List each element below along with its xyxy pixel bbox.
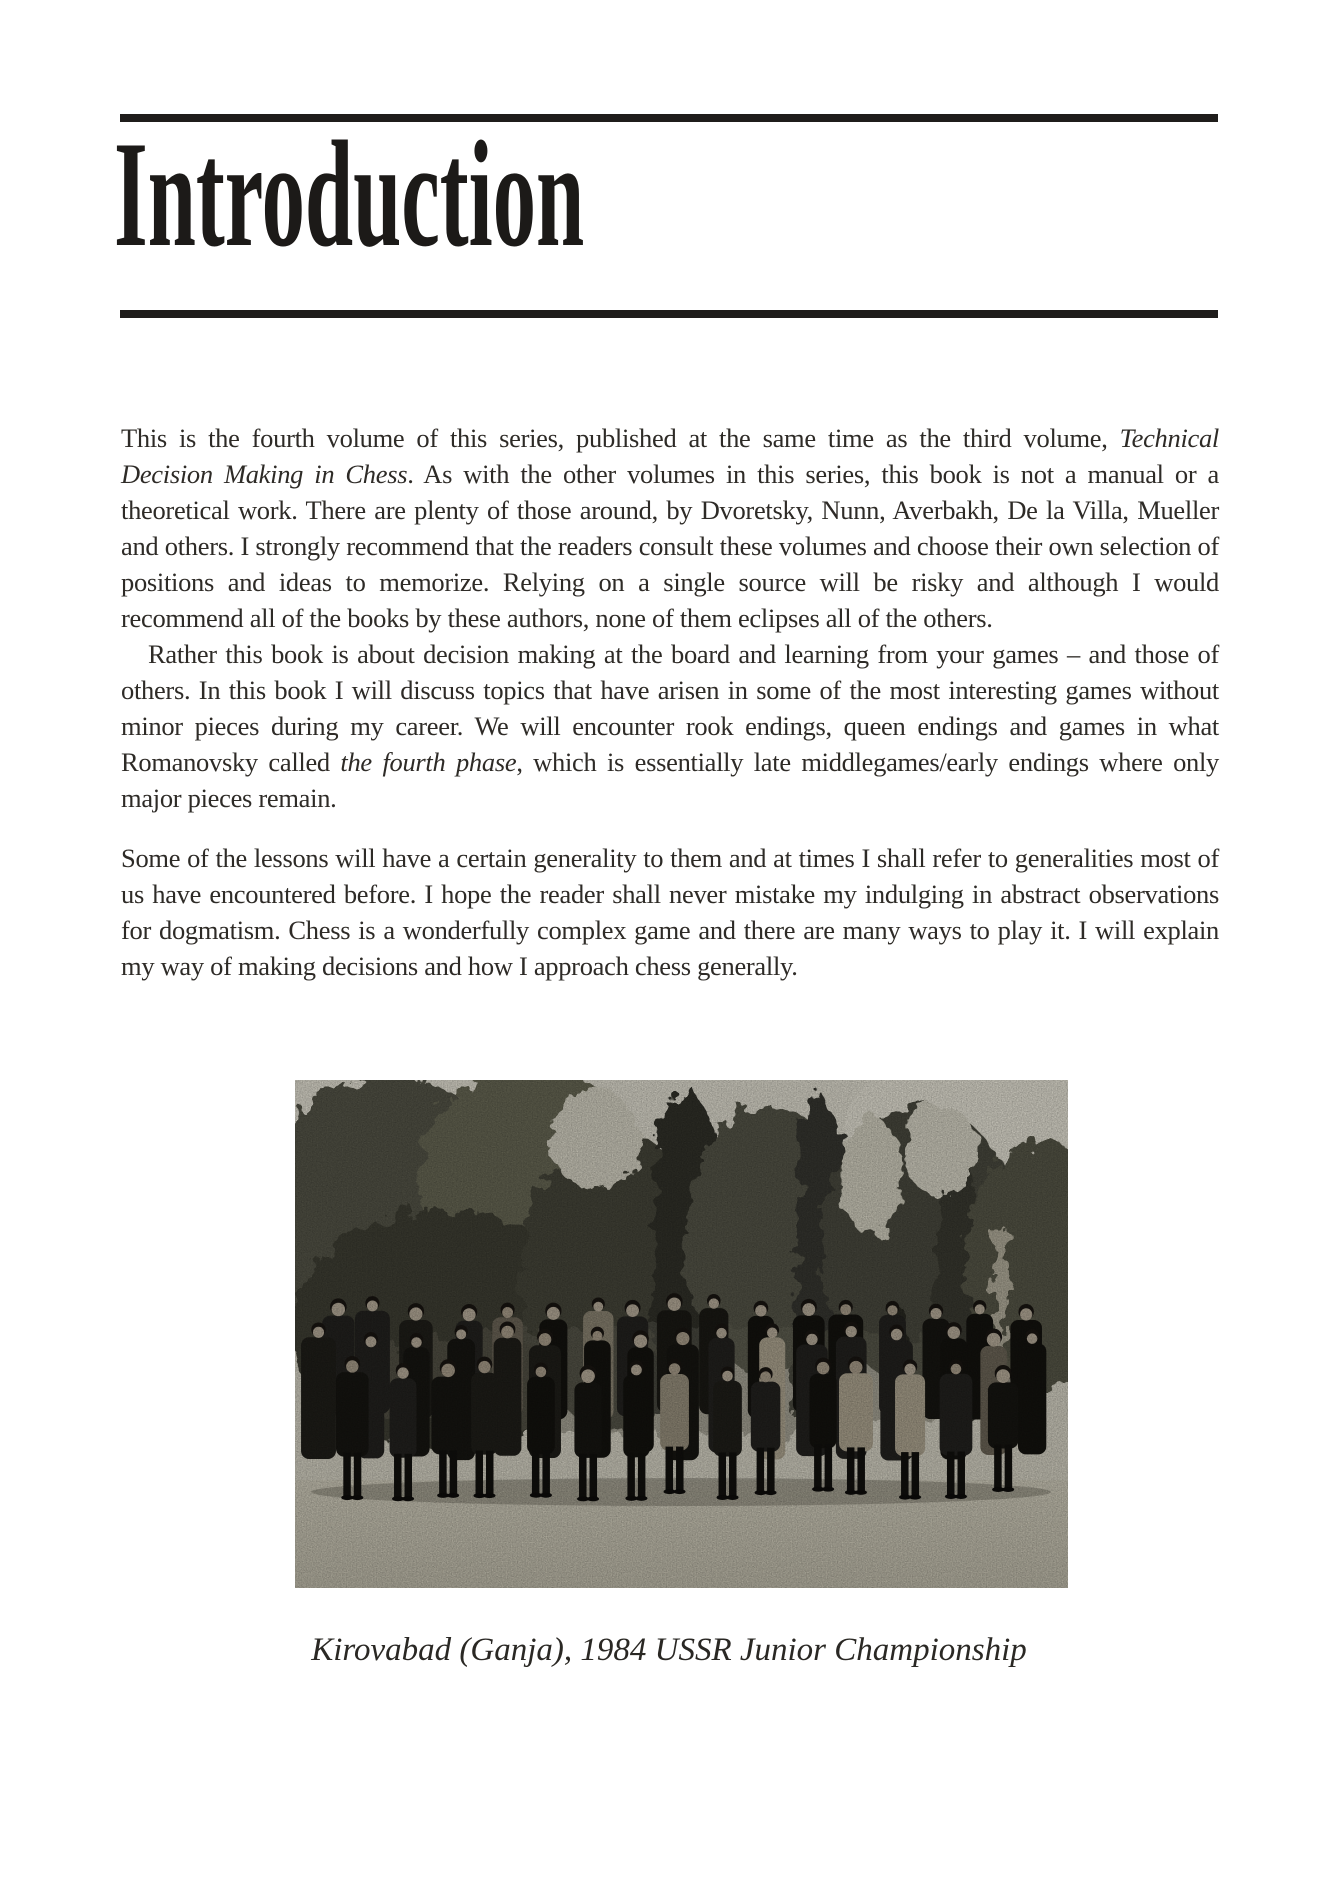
title-rule-bottom	[120, 310, 1218, 318]
body-paragraph: Some of the lessons will have a certain generality to them and at times I shall refer to generalities most of us have encountered before. I hope the reader shall never mistake my indulging in abstract observations for dogmatism. Chess is a wonderfully complex game and there are many ways to play it. I will explain my way of making decisions and how I approach chess generally.	[121, 843, 1219, 981]
body-paragraph: This is the fourth volume of this series, published at the same time as the third volume, Technical Decision Making in Chess. As with the other volumes in this series, this book is not a manual or a theoretical work. There are plenty of those around, by Dvoretsky, Nunn, Averbakh, De la Villa, Mueller and others. I strongly recommend that the readers consult these volumes and choose their own selection of positions and ideas to memorize. Relying on a single source will be risky and although I would recommend all of the books by these authors, none of them eclipses all of the others.	[121, 423, 1220, 633]
chapter-title: Introduction	[114, 110, 585, 278]
body-paragraph: Rather this book is about decision making at the board and learning from your games – and those of others. In this book I will discuss topics that have arisen in some of the most interesting games without minor pieces during my career. We will encounter rook endings, queen endings and games in what Romanovsky called the fourth phase, which is essentially late middlegames/early endings where only major pieces remain.	[121, 639, 1219, 813]
photo-caption: Kirovabad (Ganja), 1984 USSR Junior Championship	[311, 1632, 1027, 1668]
group-photo-figure	[295, 1080, 1068, 1588]
body-text	[121, 420, 1219, 984]
group-photo	[295, 1080, 1068, 1588]
